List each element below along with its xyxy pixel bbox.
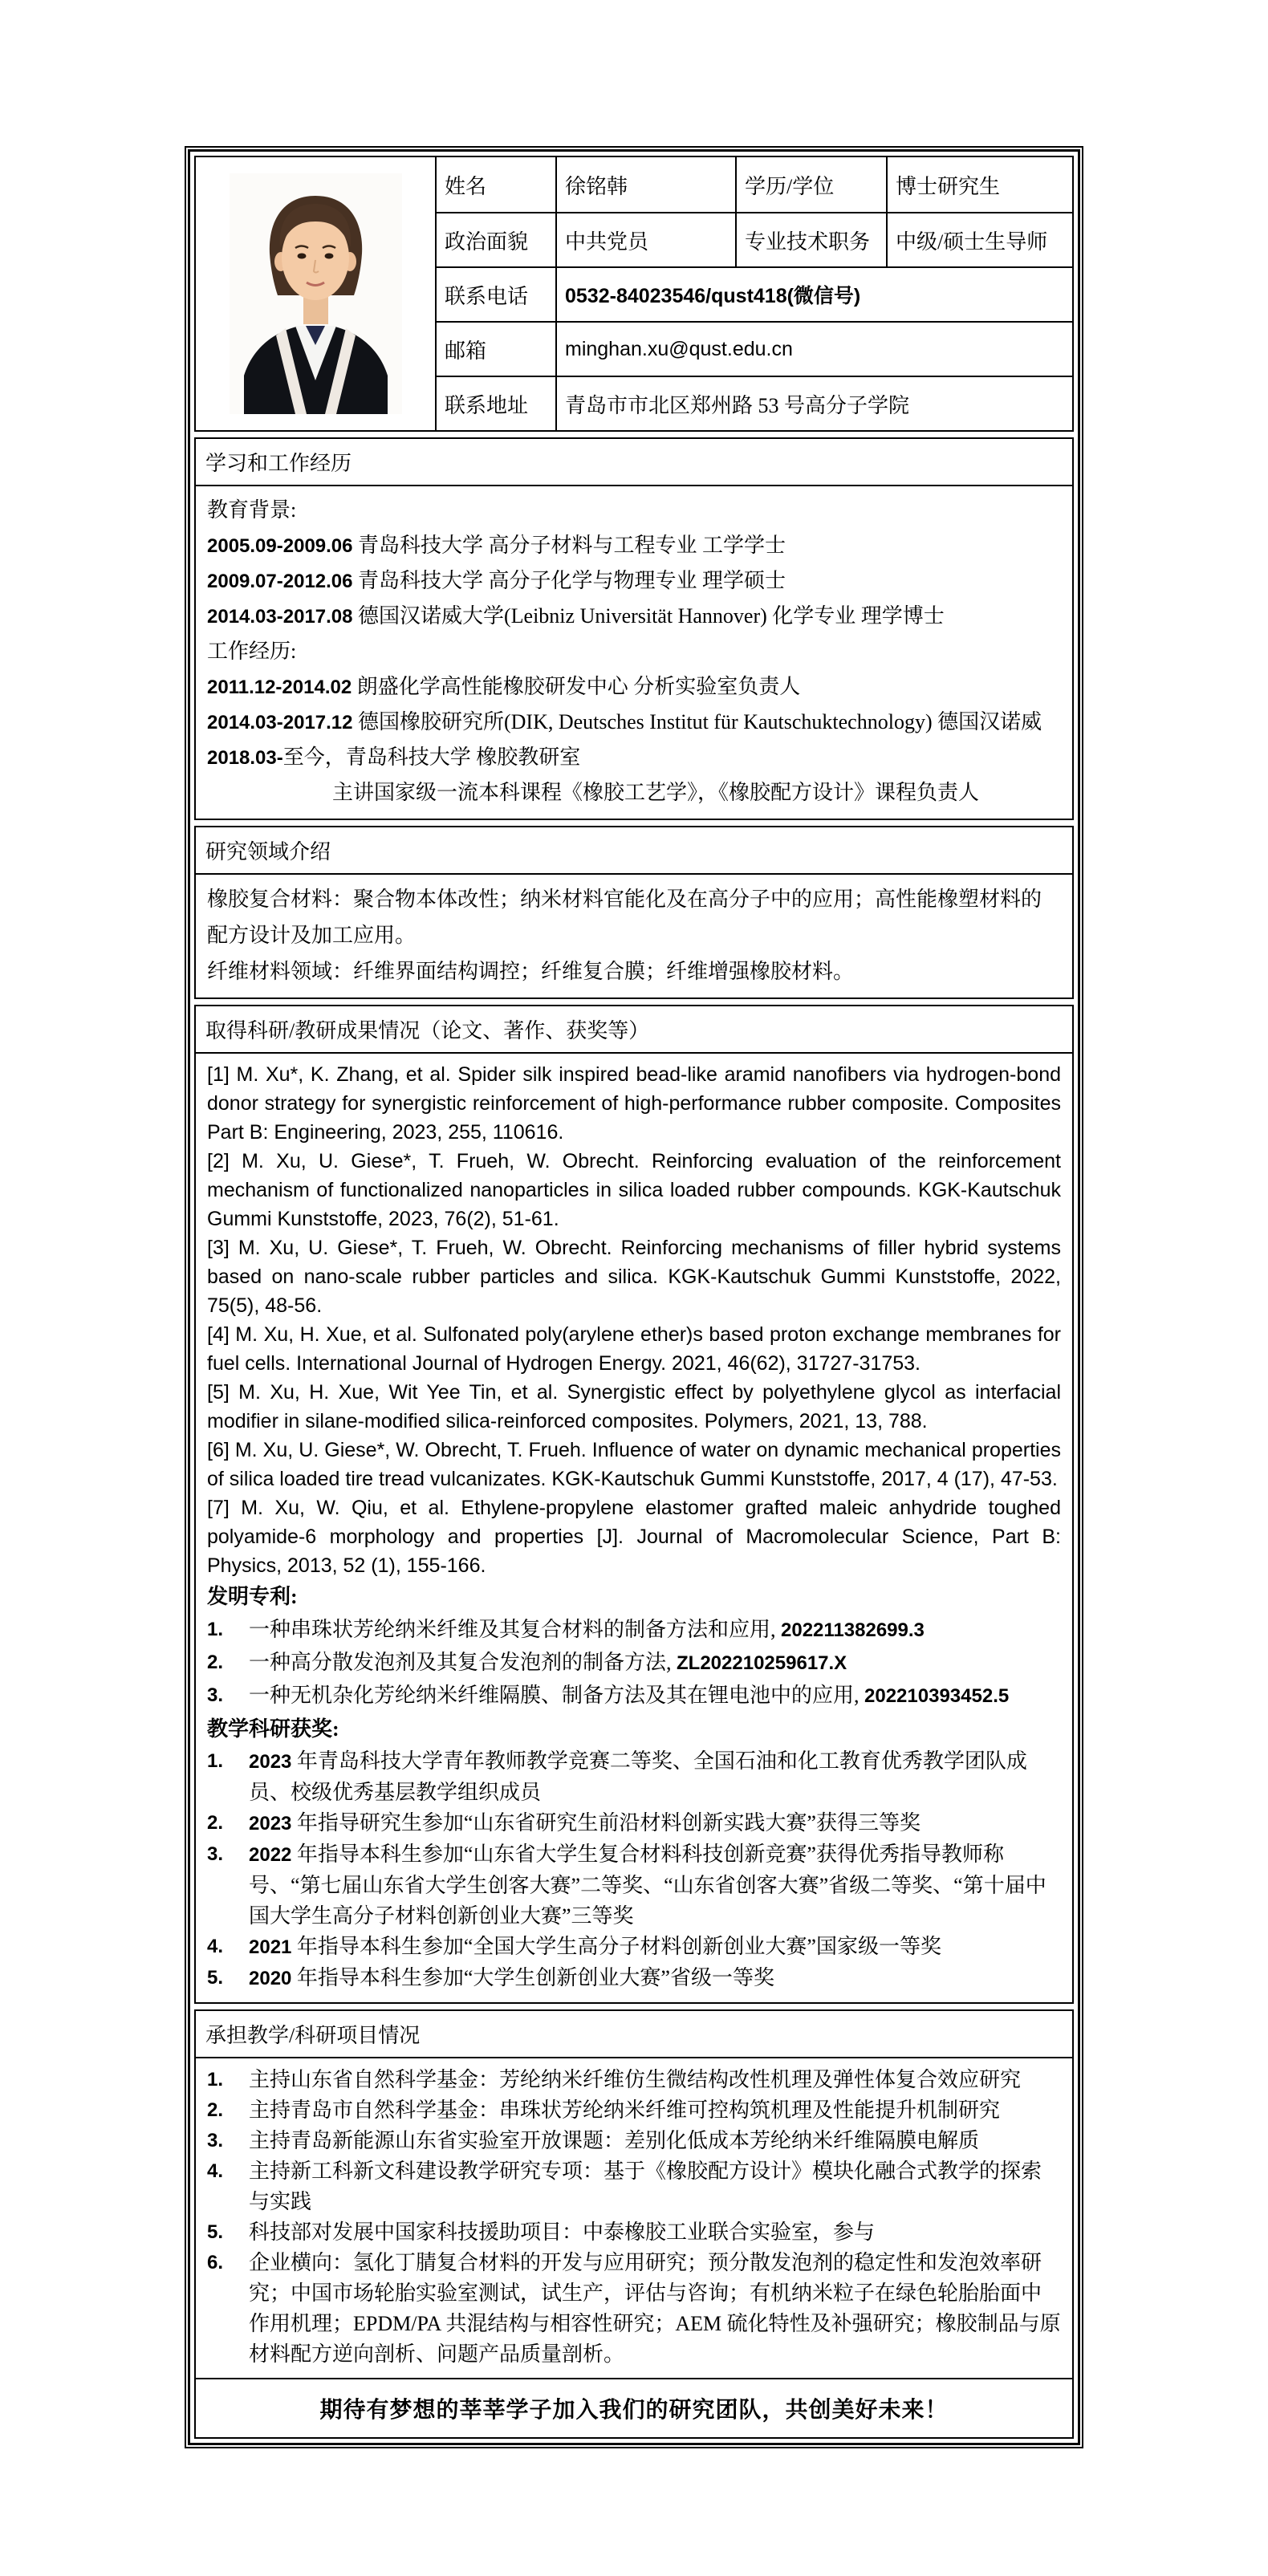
section-experience-body xyxy=(196,486,1072,819)
section-achievements-body xyxy=(196,1054,1072,2002)
award-text: 年指导本科生参加“全国大学生高分子材料创新创业大赛”国家级一等奖 xyxy=(291,1935,941,1958)
experience-text: 教育背景: xyxy=(207,498,297,522)
experience-date: 2009.07-2012.06 xyxy=(207,571,353,592)
name-value: 徐铭韩 xyxy=(555,157,735,212)
project-item xyxy=(207,2217,1061,2248)
email-value: minghan.xu@qust.edu.cn xyxy=(555,321,1072,376)
patent-id: 202211382699.3 xyxy=(781,1619,925,1641)
experience-text: 工作经历: xyxy=(207,640,297,663)
personal-info-table xyxy=(194,156,1074,432)
project-number: 3. xyxy=(207,2130,224,2151)
section-achievements-title: 取得科研/教研成果情况（论文、著作、获奖等） xyxy=(196,1006,1072,1054)
political-status-value: 中共党员 xyxy=(555,212,735,266)
patent-item xyxy=(207,1647,1061,1680)
email-label: 邮箱 xyxy=(435,321,555,376)
patent-item xyxy=(207,1680,1061,1713)
publication-item: [6] M. Xu, U. Giese*, W. Obrecht, T. Frueh. Influence of water on dynamic mechanical properties of silica loaded tire tread vulcanizates. KGK-Kautschuk Gummi Kunststoffe, 2017, 4 (17), 47-53. xyxy=(207,1439,1061,1490)
patent-text xyxy=(249,1647,1061,1680)
award-number: 2. xyxy=(207,1812,224,1834)
experience-line xyxy=(207,563,1061,599)
award-item xyxy=(207,1808,1061,1839)
experience-line xyxy=(207,528,1061,563)
experience-line xyxy=(207,705,1061,740)
patent-number: 2. xyxy=(207,1652,224,1673)
patent-number: 1. xyxy=(207,1619,224,1640)
experience-text: 至今，青岛科技大学 橡胶教研室 xyxy=(282,746,581,769)
award-year: 2021 xyxy=(249,1936,292,1958)
section-projects-body xyxy=(196,2058,1072,2378)
name-label: 姓名 xyxy=(435,157,555,212)
project-item xyxy=(207,2248,1061,2370)
project-item xyxy=(207,2095,1061,2126)
project-text: 科技部对发展中国家科技援助项目：中泰橡胶工业联合实验室，参与 xyxy=(249,2220,876,2244)
project-text: 企业横向：氢化丁腈复合材料的开发与应用研究；预分散发泡剂的稳定性和发泡效率研究；中国市场轮胎实验室测试，试生产，评估与咨询；有机纳米粒子在绿色轮胎胎面中作用机理；EPDM/PA 共混结构与相容性研究；AEM 硫化特性及补强研究；橡胶制品与原材料配方逆向剖析、问题产品质量剖析。 xyxy=(249,2251,1061,2366)
project-number: 5. xyxy=(207,2221,224,2243)
publications-list xyxy=(207,1060,1061,1580)
political-status-label: 政治面貌 xyxy=(435,212,555,266)
patent-title: 一种无机杂化芳纶纳米纤维隔膜、制备方法及其在锂电池中的应用, xyxy=(249,1684,865,1707)
patent-item xyxy=(207,1614,1061,1647)
experience-text: 德国橡胶研究所(DIK, Deutsches Institut für Kautschuktechnology) 德国汉诺威 xyxy=(352,710,1042,733)
patent-text xyxy=(249,1680,1061,1713)
experience-text: 青岛科技大学 高分子材料与工程专业 工学学士 xyxy=(352,534,786,557)
experience-line xyxy=(207,634,1061,669)
professional-title-label: 专业技术职务 xyxy=(735,212,886,266)
award-text: 年指导本科生参加“山东省大学生复合材料科技创新竞赛”获得优秀指导教师称号、“第七届山东省大学生创客大赛”二等奖、“山东省创客大赛”省级二等奖、“第十届中国大学生高分子材料创新创业大赛”三等奖 xyxy=(249,1843,1047,1928)
award-year: 2023 xyxy=(249,1813,292,1834)
award-number: 4. xyxy=(207,1936,224,1957)
profile-photo xyxy=(230,173,402,414)
award-item xyxy=(207,1932,1061,1963)
professional-title-value: 中级/硕士生导师 xyxy=(886,212,1072,266)
patents-heading: 发明专利: xyxy=(207,1585,298,1608)
project-number: 4. xyxy=(207,2160,224,2182)
project-text: 主持青岛市自然科学基金：串珠状芳纶纳米纤维可控构筑机理及性能提升机制研究 xyxy=(249,2099,1001,2122)
award-number: 5. xyxy=(207,1967,224,1989)
project-item xyxy=(207,2126,1061,2156)
section-research-title: 研究领域介绍 xyxy=(196,827,1072,875)
experience-line xyxy=(207,599,1061,634)
award-text-wrap xyxy=(249,1963,1061,1994)
project-item xyxy=(207,2065,1061,2095)
award-year: 2022 xyxy=(249,1844,292,1866)
photo-cell xyxy=(196,157,435,430)
publication-item: [7] M. Xu, W. Qiu, et al. Ethylene-propylene elastomer grafted maleic anhydride toughed polyamide-6 morphology and properties [J]. Journal of Macromolecular Science, Part B: Physics, 2013, 52 (1), 155-166. xyxy=(207,1497,1061,1577)
section-projects xyxy=(194,2009,1074,2439)
experience-line xyxy=(207,775,1061,811)
experience-line xyxy=(207,669,1061,705)
award-year: 2023 xyxy=(249,1751,292,1773)
project-number: 1. xyxy=(207,2069,224,2090)
publication-item: [4] M. Xu, H. Xue, et al. Sulfonated poly(arylene ether)s based proton exchange membranes for fuel cells. International Journal of Hydrogen Energy. 2021, 46(62), 31727-31753. xyxy=(207,1323,1061,1375)
patent-id: 202210393452.5 xyxy=(864,1685,1010,1707)
research-paragraph: 橡胶复合材料：聚合物本体改性；纳米材料官能化及在高分子中的应用；高性能橡塑材料的配方设计及加工应用。 xyxy=(207,888,1042,947)
section-research xyxy=(194,826,1074,999)
project-text: 主持青岛新能源山东省实验室开放课题：差别化低成本芳纶纳米纤维隔膜电解质 xyxy=(249,2129,980,2152)
experience-line xyxy=(207,493,1061,528)
award-text: 年指导本科生参加“大学生创新创业大赛”省级一等奖 xyxy=(291,1966,774,1989)
section-experience xyxy=(194,437,1074,820)
project-number: 6. xyxy=(207,2252,224,2273)
project-number: 2. xyxy=(207,2099,224,2121)
experience-date: 2011.12-2014.02 xyxy=(207,677,352,698)
document-frame xyxy=(188,149,1080,2445)
patent-title: 一种串珠状芳纶纳米纤维及其复合材料的制备方法和应用, xyxy=(249,1618,782,1641)
publication-item: [3] M. Xu, U. Giese*, T. Frueh, W. Obrecht. Reinforcing mechanisms of filler hybrid systems based on nano-scale rubber particles and silica. KGK-Kautschuk Gummi Kunststoffe, 2022, 75(5), 48-56. xyxy=(207,1237,1061,1317)
address-value: 青岛市市北区郑州路 53 号高分子学院 xyxy=(555,376,1072,430)
section-experience-title: 学习和工作经历 xyxy=(196,439,1072,486)
experience-text: 青岛科技大学 高分子化学与物理专业 理学硕士 xyxy=(352,569,786,592)
phone-value: 0532-84023546/qust418(微信号) xyxy=(555,266,1072,321)
project-text: 主持山东省自然科学基金：芳纶纳米纤维仿生微结构改性机理及弹性体复合效应研究 xyxy=(249,2068,1022,2091)
section-research-body xyxy=(196,875,1072,997)
patent-number: 3. xyxy=(207,1684,224,1706)
experience-date: 2014.03-2017.12 xyxy=(207,712,353,733)
publication-item: [2] M. Xu, U. Giese*, T. Frueh, W. Obrecht. Reinforcing evaluation of the reinforcement mechanism of functionalized nanoparticles in silica loaded rubber compounds. KGK-Kautschuk Gummi Kunststoffe, 2023, 76(2), 51-61. xyxy=(207,1150,1061,1230)
experience-line xyxy=(207,740,1061,775)
experience-date: 2014.03-2017.08 xyxy=(207,606,353,628)
section-projects-title: 承担教学/科研项目情况 xyxy=(196,2011,1072,2058)
award-number: 1. xyxy=(207,1750,224,1772)
award-item xyxy=(207,1839,1061,1932)
section-achievements xyxy=(194,1005,1074,2004)
publication-item: [5] M. Xu, H. Xue, Wit Yee Tin, et al. Synergistic effect by polyethylene glycol as interfacial modifier in silane-modified silica-reinforced composites. Polymers, 2021, 13, 788. xyxy=(207,1381,1061,1432)
address-label: 联系地址 xyxy=(435,376,555,430)
awards-heading: 教学科研获奖: xyxy=(207,1717,339,1741)
patent-id: ZL202210259617.X xyxy=(677,1652,847,1674)
experience-date: 2018.03- xyxy=(207,747,283,769)
project-item xyxy=(207,2156,1061,2217)
patents-list xyxy=(207,1614,1061,1713)
award-number: 3. xyxy=(207,1843,224,1865)
project-text: 主持新工科新文科建设教学研究专项：基于《橡胶配方设计》模块化融合式教学的探索与实践 xyxy=(249,2160,1042,2213)
award-year: 2020 xyxy=(249,1968,292,1989)
award-text: 年青岛科技大学青年教师教学竞赛二等奖、全国石油和化工教育优秀教学团队成员、校级优秀基层教学组织成员 xyxy=(249,1749,1027,1804)
footer-message: 期待有梦想的莘莘学子加入我们的研究团队，共创美好未来！ xyxy=(196,2378,1072,2437)
award-text-wrap xyxy=(249,1808,1061,1839)
award-text-wrap xyxy=(249,1746,1061,1808)
degree-value: 博士研究生 xyxy=(886,157,1072,212)
award-item xyxy=(207,1963,1061,1994)
phone-label: 联系电话 xyxy=(435,266,555,321)
award-text: 年指导研究生参加“山东省研究生前沿材料创新实践大赛”获得三等奖 xyxy=(291,1811,921,1834)
experience-text: 德国汉诺威大学(Leibniz Universität Hannover) 化学专业 理学博士 xyxy=(352,604,945,628)
experience-date: 2005.09-2009.06 xyxy=(207,535,353,557)
publication-item: [1] M. Xu*, K. Zhang, et al. Spider silk inspired bead-like aramid nanofibers via hydrogen-bond donor strategy for synergistic reinforcement of high-performance rubber composite. Composites Part B: Engineering, 2023, 255, 110616. xyxy=(207,1063,1061,1144)
research-paragraph: 纤维材料领域：纤维界面结构调控；纤维复合膜；纤维增强橡胶材料。 xyxy=(207,960,855,983)
degree-label: 学历/学位 xyxy=(735,157,886,212)
experience-text: 主讲国家级一流本科课程《橡胶工艺学》，《橡胶配方设计》课程负责人 xyxy=(207,781,980,804)
patent-title: 一种高分散发泡剂及其复合发泡剂的制备方法, xyxy=(249,1651,677,1674)
patent-text xyxy=(249,1614,1061,1647)
award-text-wrap xyxy=(249,1839,1061,1932)
award-item xyxy=(207,1746,1061,1808)
experience-text: 朗盛化学高性能橡胶研发中心 分析实验室负责人 xyxy=(352,675,801,698)
awards-list xyxy=(207,1746,1061,1994)
award-text-wrap xyxy=(249,1932,1061,1963)
